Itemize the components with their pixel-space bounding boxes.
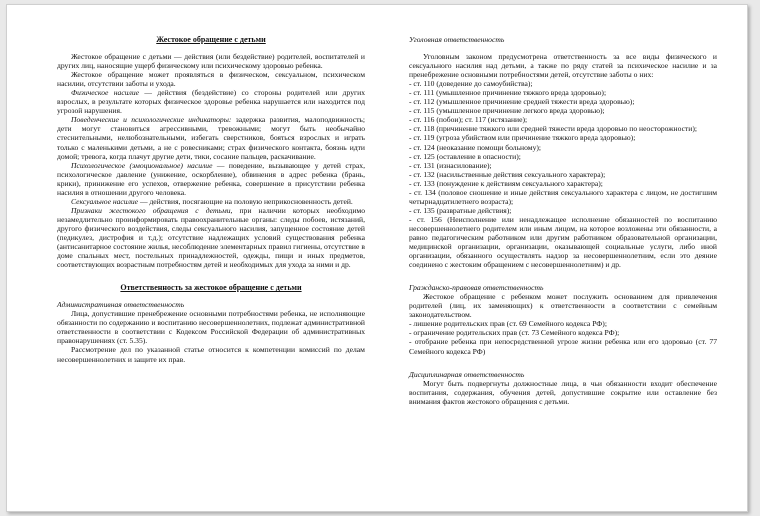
list-item: - ст. 133 (понуждение к действиям сексуального характера);: [409, 178, 603, 188]
list-item: - ст. 111 (умышленное причинение тяжкого вреда здоровью);: [409, 88, 607, 98]
criminal-heading: Уголовная ответственность: [409, 35, 505, 44]
responsibility-title: Ответственность за жестокое обращение с детьми: [120, 283, 302, 293]
civil-heading: Гражданско-правовая ответственность: [409, 283, 544, 293]
list-item: - ст. 118 (причинение тяжкого или средней тяжести вреда здоровью по неосторожности);: [409, 124, 697, 134]
list-item: - ст. 156 (Неисполнение или ненадлежащее исполнение обязанностей по воспитанию несовершеннолетнего родителем или иным лицом, на которое возложены эти обязанности, а равно педагогическим работником или другим работником образовательной организации, медицинской организации, организации, оказывающей социальные услуги, либо иной организации, обязанного осуществлять надзор за несовершеннолетним, если это деяние соединено с жестоким обращением с несовершеннолетним) и др.: [409, 214, 717, 270]
physical-lead: Физическое насилие: [71, 88, 139, 98]
criminal-intro: Уголовным законом предусмотрена ответственность за все виды физического и сексуального насилия над детьми, а также по ряду статей за психическое насилие и за пренебрежение основными потребностями детей, отсутствие заботы о них:: [409, 52, 717, 80]
list-item: - ст. 135 (развратные действия);: [409, 205, 512, 215]
list-item: - ст. 110 (доведение до самоубийства);: [409, 79, 533, 89]
list-item: - ст. 132 (насильственные действия сексуального характера);: [409, 169, 606, 179]
psychological-lead: Психологическое (эмоциональное) насилие: [71, 160, 213, 170]
list-item: - лишение родительских прав (ст. 69 Семейного кодекса РФ);: [409, 319, 607, 329]
psychological-text: — поведение, вызывающее у детей страх, психологическое давление (унижение, оскорбление), обвинения в адрес ребенка (брань, крики), принижение его успехов, отвержение ребенка, совершение в присутствии ребенка насилия в отношении другого человека.: [57, 160, 365, 197]
main-title: Жестокое обращение с детьми: [156, 35, 266, 44]
signs-lead: Признаки жестокого обращения с детьми: [71, 205, 231, 215]
paragraph-forms: Жестокое обращение может проявляться в физическом, сексуальном, психическом насилии, отсутствии заботы и ухода.: [57, 70, 365, 89]
document-page: [6, 4, 748, 512]
physical-text: — действия (бездействие) со стороны родителей или других взрослых, в результате которых физическое здоровье ребенка нарушается или находится под угрозой нарушения.: [57, 88, 366, 116]
paragraph-indicators: [57, 115, 365, 160]
left-column: [57, 35, 365, 364]
paragraph-physical: [57, 88, 365, 115]
paragraph-admin: Лица, допустившие пренебрежение основными потребностями ребенка, не исполняющие обязанности по содержанию и воспитанию несовершеннолетних, подлежат административной ответственности в соответствии с Кодексом Российской Федерации об административных правонарушениях (ст. 5.35).: [57, 309, 365, 346]
paragraph-sexual: [57, 197, 365, 206]
paragraph-commissions: Рассмотрение дел по указанной статье относится к компетенции комиссий по делам несовершеннолетних и защите их прав.: [57, 345, 365, 364]
list-item: - ст. 116 (побои); ст. 117 (истязание);: [409, 115, 528, 125]
indicators-lead: Поведенческие и психологические индикаторы:: [71, 115, 232, 125]
right-column: [409, 35, 717, 406]
civil-intro: Жестокое обращение с ребенком может послужить основанием для привлечения родителей (лиц, их заменяющих) к ответственности в соответствии с семейным законодательством.: [409, 292, 717, 320]
sexual-text: — действия, посягающие на половую неприкосновенность детей.: [138, 196, 353, 206]
signs-text: , при наличии которых необходимо незамедлительно проинформировать правоохранительные органы: следы побоев, истязаний, другого физического воздействия, следы сексуального насилия, запущенное состояние детей (педикулез, дистрофия и т.д.); отсутствие надлежащих условий существования ребенка (антисанитарное состояние жилья, несоблюдение элементарных правил гигиены, отсутствие в доме спальных мест, постельных принадлежностей, одежды, пищи и иных предметов, соответствующих возрастным потребностям детей и необходимых для ухода за ними и др.: [57, 205, 365, 270]
disciplinary-text: Могут быть подвергнуты должностные лица, в чьи обязанности входит обеспечение воспитания, содержания, обучения детей, допустившие сокрытие или оставление без внимания фактов жестокого обращения с детьми.: [409, 378, 717, 406]
paragraph-signs: [57, 206, 365, 269]
civil-list: [409, 319, 717, 355]
paragraph-psychological: [57, 161, 365, 197]
list-item: - ст. 125 (оставление в опасности);: [409, 151, 521, 161]
sexual-lead: Сексуальное насилие: [71, 196, 139, 206]
list-item: - ст. 112 (умышленное причинение средней тяжести вреда здоровью);: [409, 97, 635, 107]
list-item: - ст. 134 (половое сношение и иные действия сексуального характера с лицом, не достигшим четырнадцатилетнего возраста);: [409, 187, 717, 206]
list-item: - ст. 124 (неоказание помощи больному);: [409, 142, 541, 152]
admin-heading: Административная ответственность: [57, 300, 185, 310]
list-item: - ст. 115 (умышленное причинение легкого вреда здоровью);: [409, 106, 605, 116]
list-item: - ограничение родительских прав (ст. 73 Семейного кодекса РФ);: [409, 328, 620, 338]
disciplinary-heading: Дисциплинарная ответственность: [409, 369, 525, 379]
paragraph-definition: Жестокое обращение с детьми — действия (или бездействие) родителей, воспитателей и других лиц, наносящие ущерб физическому или психическому здоровью ребенка.: [57, 52, 365, 71]
indicators-text: задержка развития, малоподвижность; дети могут становиться агрессивными, тревожными; могут быть необычайно стеснительными, нелюбознательными, избегать сверстников, бояться взрослых и играть только с маленькими детьми, а не с ровесниками; страх физического контакта, боязнь идти домой; тревога, когда плачут другие дети, тики, сосание пальцев, раскачивание.: [57, 115, 365, 161]
list-item: - ст. 131 (изнасилование);: [409, 160, 492, 170]
list-item: - ст. 119 (угроза убийством или причинение тяжкого вреда здоровью);: [409, 133, 636, 143]
list-item: - отобрание ребенка при непосредственной угрозе жизни ребенка или его здоровью (ст. 77 Семейного кодекса РФ): [409, 337, 717, 356]
criminal-articles-list: [409, 79, 717, 269]
